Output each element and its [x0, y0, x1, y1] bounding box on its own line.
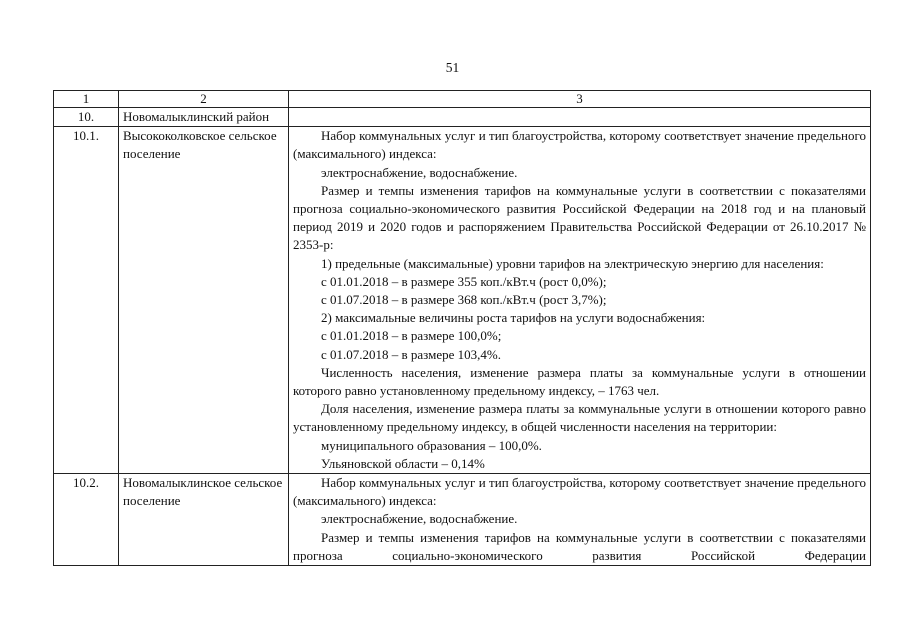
row-description: [289, 108, 871, 127]
paragraph: Набор коммунальных услуг и тип благоустройства, которому соответствует значение предельного (максимального) индекса:: [293, 475, 866, 509]
row-number: 10.2.: [54, 474, 119, 566]
municipality-name: Высококолковское сельское поселение: [119, 127, 289, 474]
municipality-name: Новомалыклинский район: [119, 108, 289, 127]
paragraph: с 01.07.2018 – в размере 368 коп./кВт.ч (рост 3,7%);: [321, 292, 607, 308]
paragraph: 1) предельные (максимальные) уровни тарифов на электрическую энергию для населения:: [321, 255, 824, 271]
header-col-3: 3: [289, 91, 871, 108]
table-row: [54, 127, 871, 474]
paragraph: Размер и темпы изменения тарифов на коммунальные услуги в соответствии с показателями прогноза социально-экономического развития Российской Федерации на 2018 год и на плановый период 2019 и 2020 годов и распоряжением Правительства Российской Федерации от 26.10.2017 № 2353-р:: [293, 182, 866, 253]
header-col-2: 2: [119, 91, 289, 108]
table-row: [54, 108, 871, 127]
page-number: 51: [445, 60, 460, 75]
table-header-row: [54, 91, 871, 108]
paragraph: 2) максимальные величины роста тарифов на услуги водоснабжения:: [321, 310, 706, 326]
table-row: [54, 474, 871, 566]
paragraph: Набор коммунальных услуг и тип благоустройства, которому соответствует значение предельного (максимального) индекса:: [293, 128, 866, 162]
row-description: [289, 127, 871, 474]
paragraph: с 01.01.2018 – в размере 355 коп./кВт.ч (рост 0,0%);: [321, 273, 607, 289]
paragraph: Ульяновской области – 0,14%: [321, 455, 485, 471]
row-number: 10.: [54, 108, 119, 127]
paragraph: муниципального образования – 100,0%.: [321, 437, 542, 453]
paragraph: с 01.07.2018 – в размере 103,4%.: [321, 346, 501, 362]
paragraph: электроснабжение, водоснабжение.: [321, 164, 518, 180]
header-col-1: 1: [54, 91, 119, 108]
paragraph: электроснабжение, водоснабжение.: [321, 511, 518, 527]
paragraph: Доля населения, изменение размера платы за коммунальные услуги в отношении которого равно установленному предельному индексу, в общей численности населения на территории:: [293, 401, 866, 435]
paragraph: Численность населения, изменение размера платы за коммунальные услуги в отношении которого равно установленному предельному индексу, – 1763 чел.: [293, 364, 866, 399]
tariff-table: [53, 90, 871, 566]
paragraph: Размер и темпы изменения тарифов на коммунальные услуги в соответствии с показателями прогноза социально-экономического развития Российской Федерации: [293, 529, 866, 563]
municipality-name: Новомалыклинское сельское поселение: [119, 474, 289, 566]
row-description: [289, 474, 871, 566]
paragraph: с 01.01.2018 – в размере 100,0%;: [321, 328, 502, 344]
row-number: 10.1.: [54, 127, 119, 474]
